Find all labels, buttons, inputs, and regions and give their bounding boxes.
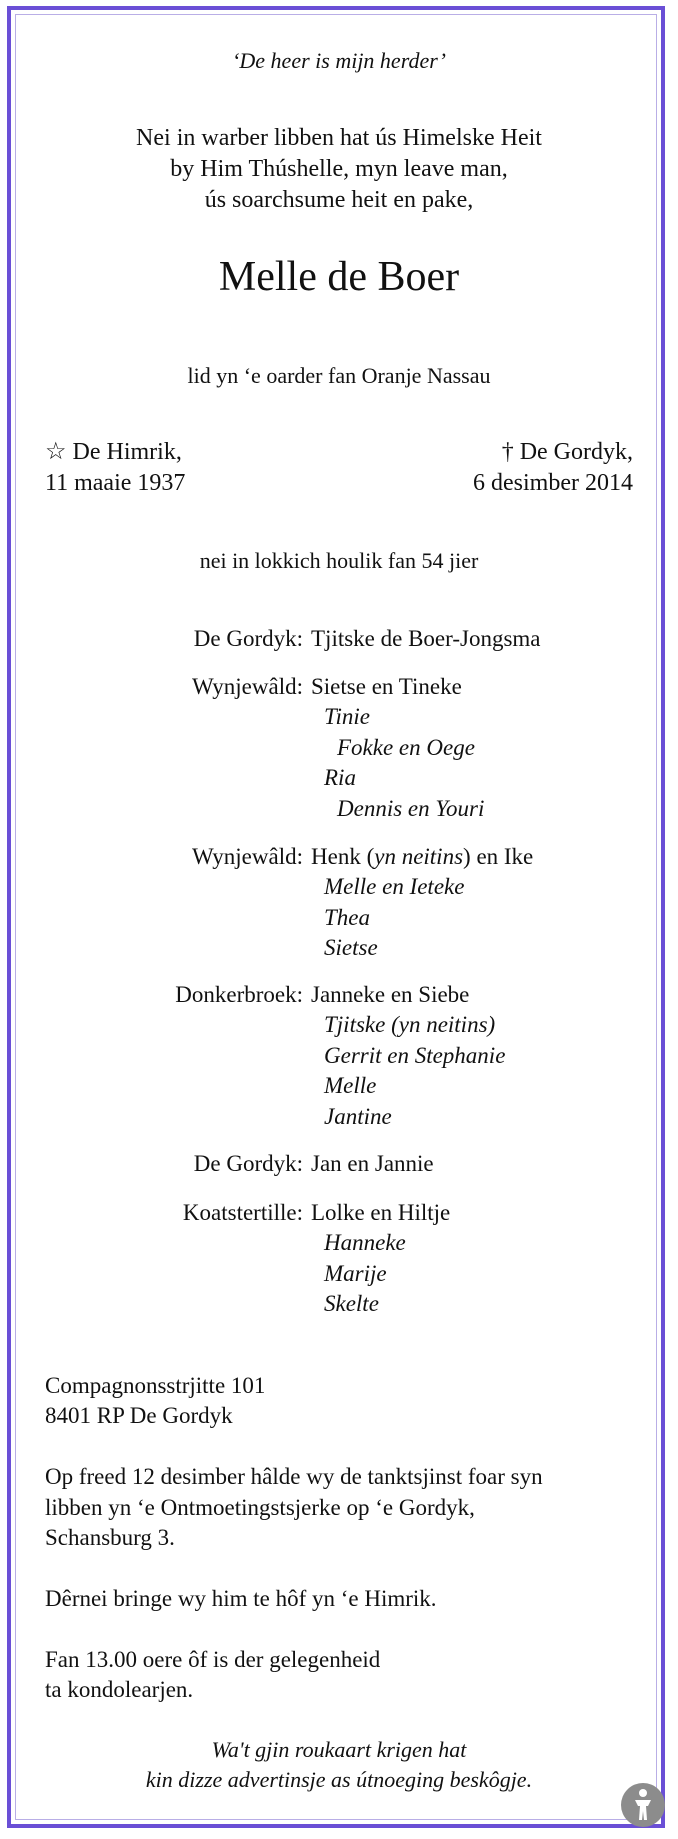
service-line-2: libben yn ‘e Ontmoetingstsjerke op ‘e Gordyk, bbox=[45, 1495, 475, 1520]
deceased-name: Melle de Boer bbox=[218, 254, 460, 300]
family-name: Henk (yn neitins) en Ike bbox=[311, 844, 534, 869]
death-date: 6 desimber 2014 bbox=[473, 470, 633, 496]
grandchild-name: Melle bbox=[324, 1073, 377, 1098]
grandchild-name: Thea bbox=[324, 905, 370, 930]
family-place: De Gordyk: bbox=[193, 1151, 303, 1176]
grandchild-name: Gerrit en Stephanie bbox=[324, 1043, 506, 1068]
motto: ‘De heer is mijn herder’ bbox=[232, 48, 446, 73]
closing-line-1: Wa't gjin roukaart krigen hat bbox=[211, 1737, 467, 1762]
grandchild-name: Hanneke bbox=[324, 1230, 406, 1255]
intro-line-3: ús soarchsume heit en pake, bbox=[204, 187, 474, 213]
grandchild-name: Sietse bbox=[324, 935, 378, 960]
grandchild-name: Marije bbox=[324, 1261, 387, 1286]
grandchild-name: Tjitske (yn neitins) bbox=[324, 1012, 496, 1037]
family-place: Wynjewâld: bbox=[191, 844, 303, 869]
grandchild-name: Melle en Ieteke bbox=[324, 874, 465, 899]
honor-text: lid yn ‘e oarder fan Oranje Nassau bbox=[187, 363, 491, 388]
closing-line-2: kin dizze advertinsje as útnoeging beskôgje. bbox=[145, 1767, 533, 1792]
grandchild-name: Jantine bbox=[324, 1104, 392, 1129]
condolence-line-1: Fan 13.00 oere ôf is der gelegenheid bbox=[45, 1647, 381, 1672]
condolence-line-2: ta kondolearjen. bbox=[45, 1677, 194, 1702]
birth-place: ☆ De Himrik, bbox=[45, 439, 182, 465]
great-grandchild-name: Fokke en Oege bbox=[337, 735, 475, 760]
family-name: Sietse en Tineke bbox=[311, 674, 462, 699]
grandchild-name: Ria bbox=[324, 765, 356, 790]
family-place: De Gordyk: bbox=[193, 626, 303, 651]
service-line-1: Op freed 12 desimber hâlde wy de tanktsjinst foar syn bbox=[45, 1464, 543, 1489]
figure-logo-icon bbox=[620, 1782, 666, 1828]
grandchild-name: Skelte bbox=[324, 1291, 379, 1316]
service-line-3: Schansburg 3. bbox=[45, 1525, 175, 1550]
great-grandchild-name: Dennis en Youri bbox=[337, 796, 485, 821]
family-place: Koatstertille: bbox=[182, 1200, 303, 1225]
burial-text: Dêrnei bringe wy him te hôf yn ‘e Himrik. bbox=[45, 1586, 437, 1611]
birth-date: 11 maaie 1937 bbox=[45, 470, 186, 496]
intro-line-1: Nei in warber libben hat ús Himelske Heit bbox=[136, 125, 542, 151]
family-place: Wynjewâld: bbox=[191, 674, 303, 699]
marriage-text: nei in lokkich houlik fan 54 jier bbox=[199, 548, 479, 573]
address-street: Compagnonsstrjitte 101 bbox=[45, 1373, 266, 1398]
family-place: Donkerbroek: bbox=[175, 982, 303, 1007]
family-name: Lolke en Hiltje bbox=[311, 1200, 451, 1225]
death-place: † De Gordyk, bbox=[501, 439, 633, 465]
address-city: 8401 RP De Gordyk bbox=[45, 1403, 233, 1428]
family-name: Tjitske de Boer-Jongsma bbox=[311, 626, 541, 651]
grandchild-name: Tinie bbox=[324, 704, 371, 729]
family-name: Janneke en Siebe bbox=[311, 982, 470, 1007]
family-name: Jan en Jannie bbox=[311, 1151, 434, 1176]
intro-line-2: by Him Thúshelle, myn leave man, bbox=[170, 156, 508, 182]
